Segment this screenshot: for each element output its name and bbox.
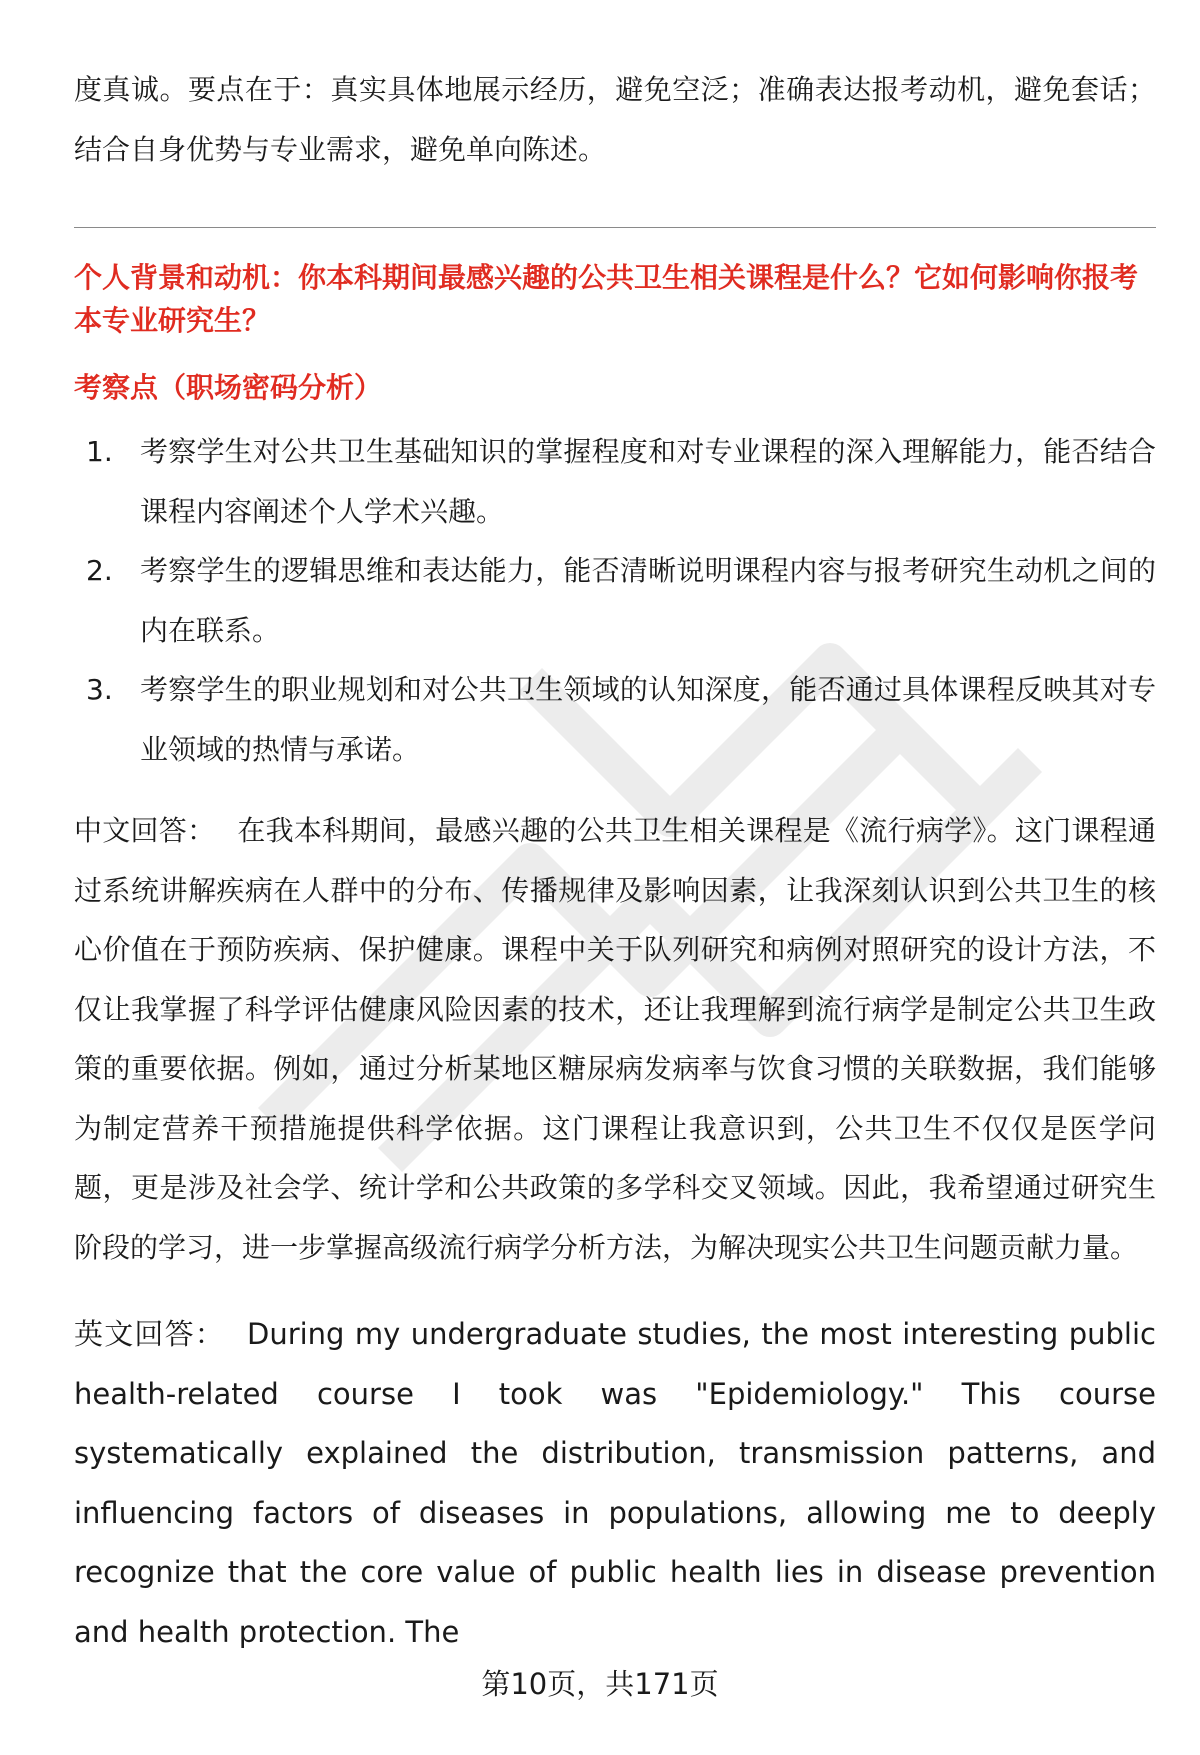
english-answer-paragraph [74, 1305, 1156, 1662]
intro-tail-paragraph: 度真诚。要点在于：真实具体地展示经历，避免空泛；准确表达报考动机，避免套话；结合自身优势与专业需求，避免单向陈述。 [74, 73, 1156, 166]
english-answer-text: During my undergraduate studies, the most interesting public health-related course I took was "Epidemiology." This course systematically explained the distribution, transmission patterns, and influencing factors of diseases in populations, allowing me to deeply recognize that the core value of public health lies in disease prevention and health protection. The [74, 1317, 1156, 1649]
chinese-answer-text: 在我本科期间，最感兴趣的公共卫生相关课程是《流行病学》。这门课程通过系统讲解疾病在人群中的分布、传播规律及影响因素，让我深刻认识到公共卫生的核心价值在于预防疾病、保护健康。课程中关于队列研究和病例对照研究的设计方法，不仅让我掌握了科学评估健康风险因素的技术，还让我理解到流行病学是制定公共卫生政策的重要依据。例如，通过分析某地区糖尿病发病率与饮食习惯的关联数据，我们能够为制定营养干预措施提供科学依据。这门课程让我意识到，公共卫生不仅仅是医学问题，更是涉及社会学、统计学和公共政策的多学科交叉领域。因此，我希望通过研究生阶段的学习，进一步掌握高级流行病学分析方法，为解决现实公共卫生问题贡献力量。 [74, 814, 1156, 1264]
list-item-number: 2. [86, 554, 113, 587]
chinese-answer-label: 中文回答： [74, 814, 216, 847]
list-item [74, 660, 1156, 779]
list-item-number: 1. [86, 435, 113, 468]
list-item-text: 考察学生对公共卫生基础知识的掌握程度和对专业课程的深入理解能力，能否结合课程内容阐述个人学术兴趣。 [140, 435, 1156, 528]
assessment-subheading: 考察点（职场密码分析） [74, 371, 383, 404]
chinese-answer-paragraph [74, 801, 1156, 1277]
list-item-text: 考察学生的逻辑思维和表达能力，能否清晰说明课程内容与报考研究生动机之间的内在联系。 [140, 554, 1156, 647]
list-item-number: 3. [86, 673, 113, 706]
list-item-text: 考察学生的职业规划和对公共卫生领域的认知深度，能否通过具体课程反映其对专业领域的热情与承诺。 [140, 673, 1156, 766]
list-item [74, 422, 1156, 541]
english-answer-label: 英文回答： [74, 1317, 225, 1351]
list-item [74, 541, 1156, 660]
question-heading: 个人背景和动机：你本科期间最感兴趣的公共卫生相关课程是什么？它如何影响你报考本专业研究生？ [74, 261, 1139, 337]
document-page [74, 48, 1156, 1662]
page-footer: 第10页，共171页 [481, 1667, 719, 1701]
section-divider [74, 227, 1156, 228]
assessment-points-list [74, 422, 1156, 779]
